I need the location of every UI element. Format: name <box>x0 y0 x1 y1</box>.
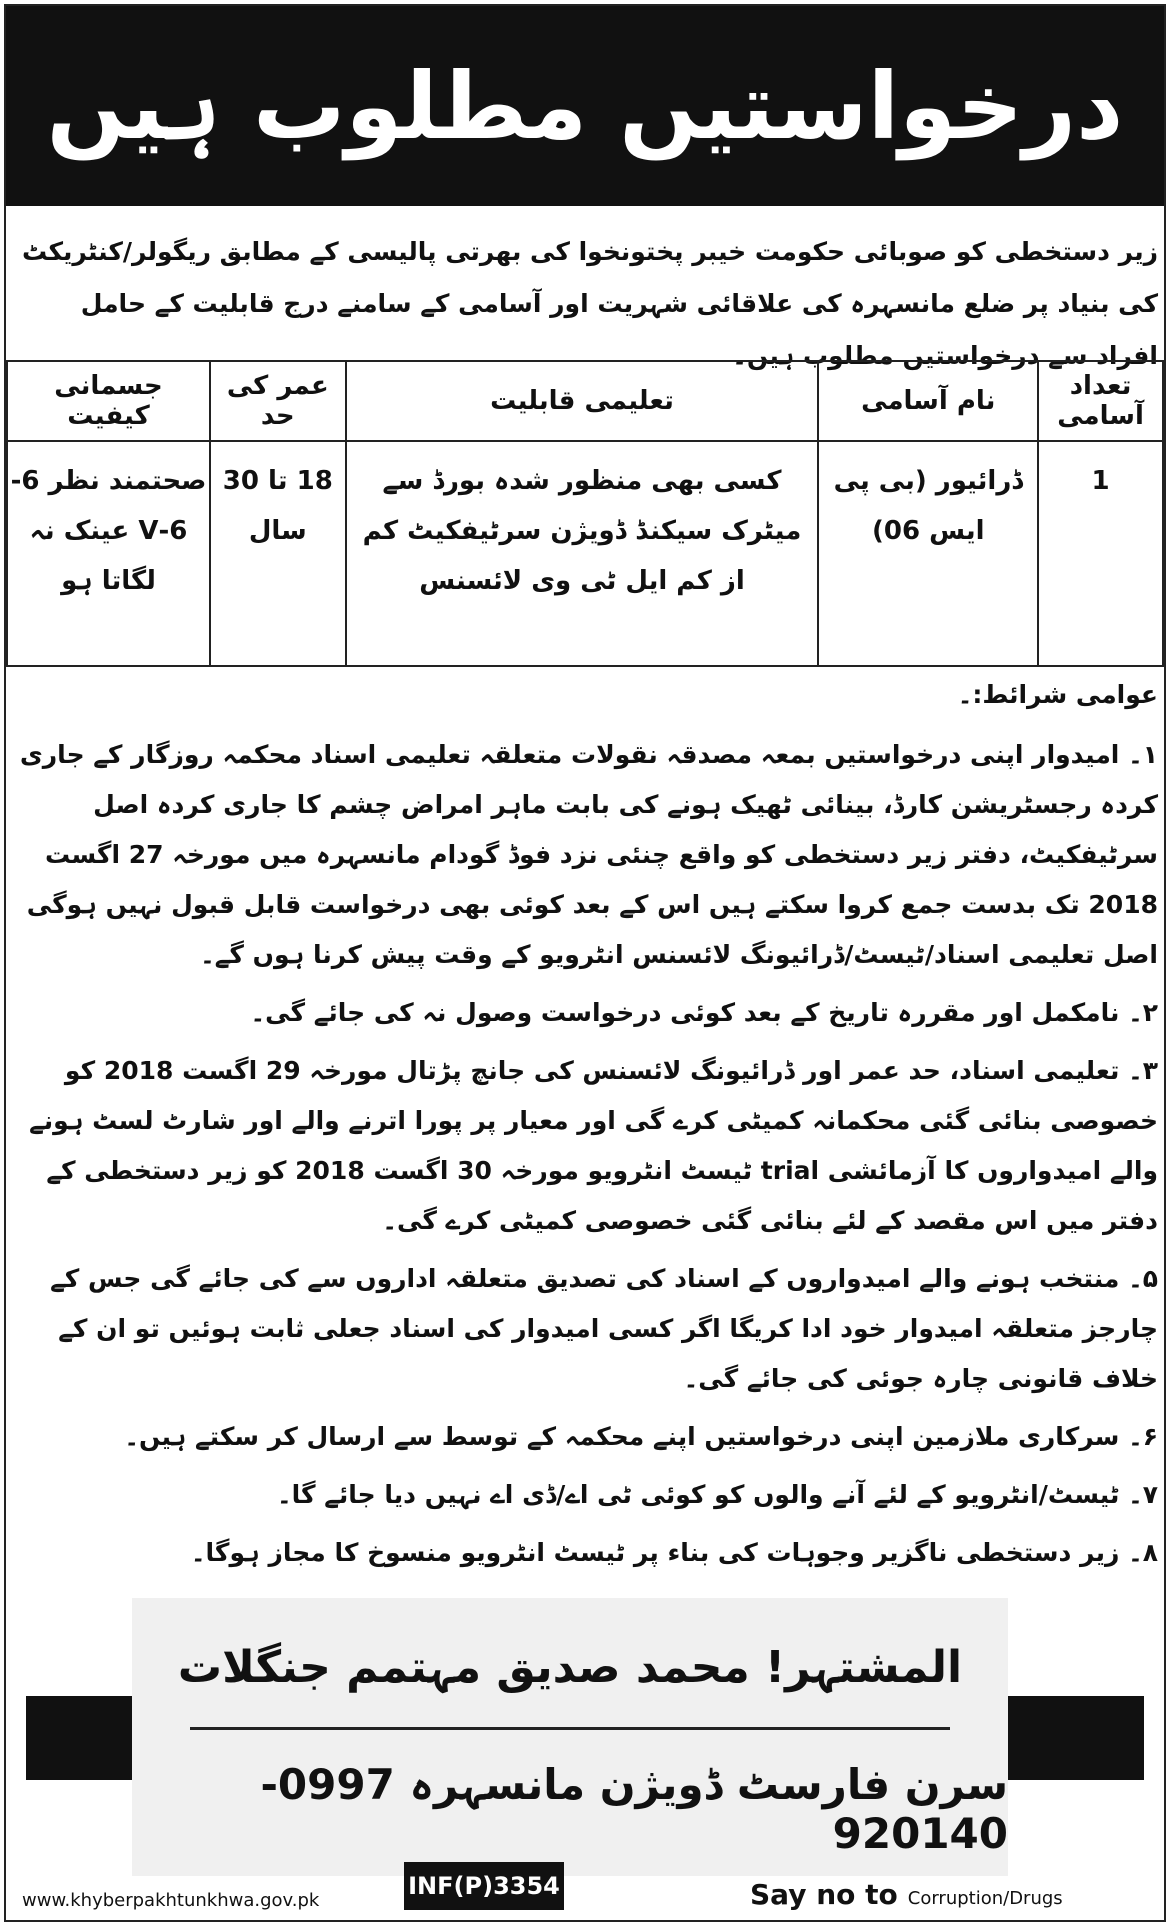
website-link[interactable]: www.khyberpakhtunkhwa.gov.pk <box>22 1890 320 1911</box>
condition-item: ۳۔ تعلیمی اسناد، حد عمر اور ڈرائیونگ لائسنس کی جانچ پڑتال مورخہ 29 اگست 2018 کو خصوصی بنائی گئی محکمانہ کمیٹی کرے گی اور معیار پر پورا اترنے والے اور شارٹ لسٹ ہونے والے امیدواروں کا آزمائشی trial ٹیسٹ انٹرویو مورخہ 30 اگست 2018 کو زیر دستخطی کے دفتر میں اس مقصد کے لئے بنائی گئی خصوصی کمیٹی کرے گی۔ <box>29 1056 1158 1235</box>
table-row <box>7 441 1163 666</box>
cell-qualification: کسی بھی منظور شدہ بورڈ سے میٹرک سیکنڈ ڈویژن سرٹیفکیٹ کم از کم ایل ٹی وی لائسنس <box>346 441 819 666</box>
conditions-list <box>18 730 1158 1586</box>
header-banner <box>6 6 1164 206</box>
condition-item: ۵۔ منتخب ہونے والے امیدواروں کے اسناد کی تصدیق متعلقہ اداروں سے کی جائے گی جس کے چارجز متعلقہ امیدوار خود ادا کریگا اگر کسی امیدوار کی اسناد جعلی ثابت ہوئیں تو ان کے خلاف قانونی چارہ جوئی کی جائے گی۔ <box>50 1264 1158 1393</box>
conditions-heading: عوامی شرائط:۔ <box>957 680 1158 709</box>
slogan-main: Say no to <box>750 1878 898 1911</box>
condition-item: ۶۔ سرکاری ملازمین اپنی درخواستیں اپنے محکمہ کے توسط سے ارسال کر سکتے ہیں۔ <box>124 1422 1158 1451</box>
office-contact: سرن فارسٹ ڈویژن مانسہرہ 0997-920140 <box>260 1760 1008 1858</box>
header-qualification: تعلیمی قابلیت <box>346 361 819 441</box>
advertiser-name: المشتہر! محمد صدیق مہتمم جنگلات <box>177 1642 963 1693</box>
cell-count: 1 <box>1038 441 1163 666</box>
condition-item: ۲۔ نامکمل اور مقررہ تاریخ کے بعد کوئی درخواست وصول نہ کی جائے گی۔ <box>250 998 1158 1027</box>
ref-number-badge: INF(P)3354 <box>404 1862 564 1910</box>
slogan <box>750 1878 1063 1911</box>
header-physical: جسمانی کیفیت <box>7 361 210 441</box>
ad-title: درخواستیں مطلوب ہیں <box>46 52 1124 160</box>
table-header-row <box>7 361 1163 441</box>
condition-item: ۸۔ زیر دستخطی ناگزیر وجوہات کی بناء پر ٹیسٹ انٹرویو منسوخ کا مجاز ہوگا۔ <box>190 1538 1158 1567</box>
header-age: عمر کی حد <box>210 361 346 441</box>
cell-age: 18 تا 30 سال <box>210 441 346 666</box>
condition-item: ۱۔ امیدوار اپنی درخواستیں بمعہ مصدقہ نقولات متعلقہ تعلیمی اسناد محکمہ روزگار کے جاری کردہ رجسٹریشن کارڈ، بینائی ٹھیک ہونے کی بابت ماہر امراض چشم کا جاری کردہ اصل سرٹیفکیٹ، دفتر زیر دستخطی کو واقع چنئی نزد فوڈ گودام مانسہرہ میں مورخہ 27 اگست 2018 تک بدست جمع کروا سکتے ہیں اس کے بعد کوئی بھی درخواست قابل قبول نہیں ہوگی اصل تعلیمی اسناد/ٹیسٹ/ڈرائیونگ لائسنس انٹرویو کے وقت پیش کرنا ہوں گے۔ <box>19 740 1158 969</box>
signature-divider <box>190 1727 950 1730</box>
header-count: تعداد آسامی <box>1038 361 1163 441</box>
header-post: نام آسامی <box>818 361 1038 441</box>
cell-post: ڈرائیور (بی پی ایس 06) <box>818 441 1038 666</box>
condition-item: ۷۔ ٹیسٹ/انٹرویو کے لئے آنے والوں کو کوئی ٹی اے/ڈی اے نہیں دیا جائے گا۔ <box>276 1480 1158 1509</box>
signature-box <box>132 1598 1008 1876</box>
intro-text: زیر دستخطی کو صوبائی حکومت خیبر پختونخوا کی بھرتی پالیسی کے مطابق ریگولر/کنٹریکٹ کی بنیاد پر ضلع مانسہرہ کی علاقائی شہریت اور آسامی کے سامنے درج قابلیت کے حامل افراد سے درخواستیں مطلوب ہیں۔ <box>22 237 1158 370</box>
cell-physical: صحتمند نظر 6-6-V عینک نہ لگاتا ہو <box>7 441 210 666</box>
slogan-small: Corruption/Drugs <box>907 1888 1063 1909</box>
jobs-table <box>6 360 1164 667</box>
